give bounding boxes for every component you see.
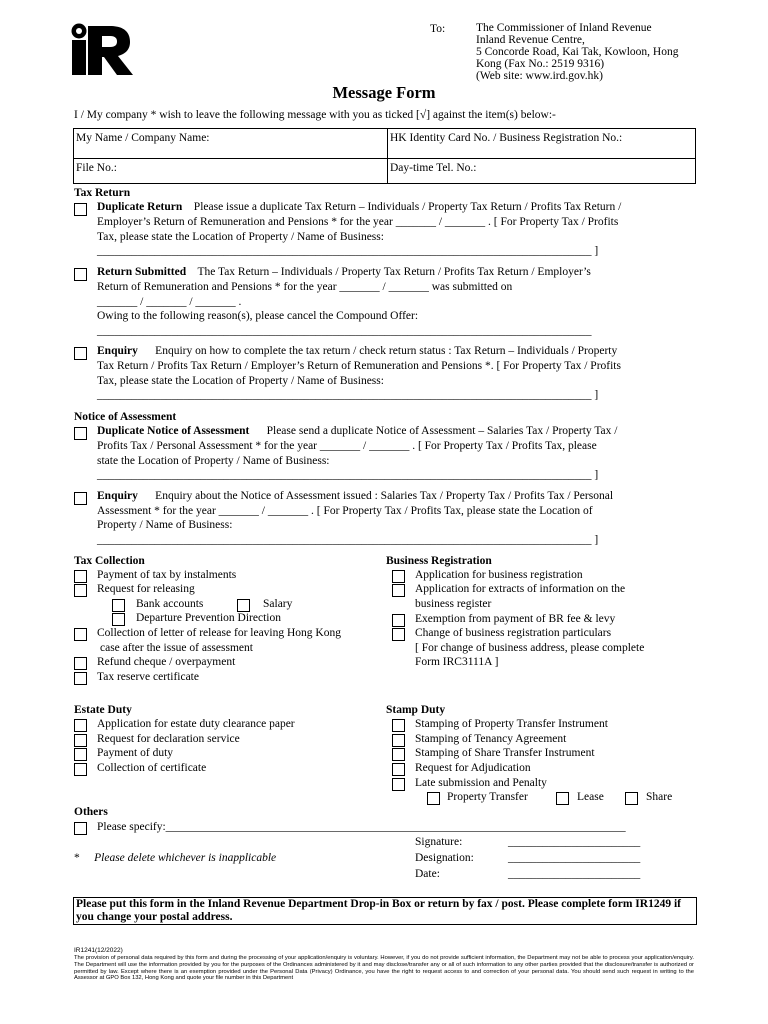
- option-label: Stamping of Tenancy Agreement: [415, 733, 567, 745]
- option-label: Collection of letter of release for leaving Hong Kong: [97, 627, 341, 639]
- tax-return-enquiry-checkbox[interactable]: [74, 347, 87, 360]
- option-label: Bank accounts: [136, 598, 204, 610]
- text-line: Please send a duplicate Notice of Assessment – Salaries Tax / Property Tax /: [266, 425, 618, 437]
- text-line: Enquiry about the Notice of Assessment issued : Salaries Tax / Property Tax / Profits Tax / Personal: [155, 490, 614, 502]
- applicant-info-table: [73, 128, 696, 184]
- text-line: Tax, please state the Location of Property / Name of Business:: [97, 231, 384, 243]
- others-heading: Others: [74, 806, 108, 818]
- address-line: 5 Concorde Road, Kai Tak, Kowloon, Hong: [476, 46, 679, 58]
- blank-line[interactable]: ______________________________________________________________________________________ ]: [97, 245, 599, 257]
- file-no-field[interactable]: [74, 159, 388, 184]
- form-title: Message Form: [332, 83, 436, 102]
- return-submitted-title: Return Submitted: [97, 266, 187, 278]
- designation-field[interactable]: _______________________: [508, 852, 641, 864]
- notice-of-assessment-heading: Notice of Assessment: [74, 411, 177, 423]
- option-label: Application for business registration: [415, 569, 583, 581]
- option-label: Exemption from payment of BR fee & levy: [415, 613, 616, 625]
- br-extracts-checkbox[interactable]: [392, 584, 405, 597]
- name-label: My Name / Company Name:: [76, 132, 210, 144]
- option-label: Stamping of Property Transfer Instrument: [415, 718, 608, 730]
- signature-field[interactable]: _______________________: [508, 836, 641, 848]
- option-label: Departure Prevention Direction: [136, 612, 281, 624]
- address-line: Kong (Fax No.: 2519 9316): [476, 58, 605, 70]
- assessment-enquiry-checkbox[interactable]: [74, 492, 87, 505]
- option-label: [ For change of business address, please complete: [415, 642, 645, 654]
- address-line: The Commissioner of Inland Revenue: [476, 22, 652, 34]
- option-label: Request for Adjudication: [415, 762, 531, 774]
- option-label: Property Transfer: [447, 791, 528, 803]
- property-transfer-instrument-checkbox[interactable]: [392, 719, 405, 732]
- option-label: Application for extracts of information on the: [415, 583, 626, 595]
- tax-reserve-checkbox[interactable]: [74, 672, 87, 685]
- br-application-checkbox[interactable]: [392, 570, 405, 583]
- submission-notice: Please put this form in the Inland Revenue Department Drop-in Box or return by fax / post. Please complete form IR1249 if you change your postal address.: [73, 897, 697, 925]
- duplicate-notice-title: Duplicate Notice of Assessment: [97, 425, 250, 437]
- refund-cheque-checkbox[interactable]: [74, 657, 87, 670]
- others-checkbox[interactable]: [74, 822, 87, 835]
- return-submitted-checkbox[interactable]: [74, 268, 87, 281]
- to-label: To:: [430, 23, 446, 35]
- option-label: Application for estate duty clearance paper: [97, 718, 295, 730]
- name-field[interactable]: [74, 129, 388, 159]
- text-line: Tax, please state the Location of Property / Name of Business:: [97, 375, 384, 387]
- letter-of-release-checkbox[interactable]: [74, 628, 87, 641]
- option-label: Lease: [577, 791, 604, 803]
- share-checkbox[interactable]: [625, 792, 638, 805]
- recipient-address: [476, 22, 746, 82]
- footnote-star: *: [74, 852, 80, 864]
- form-code: IR1241(12/2022): [74, 947, 123, 954]
- instalments-checkbox[interactable]: [74, 570, 87, 583]
- bank-accounts-checkbox[interactable]: [112, 599, 125, 612]
- option-label: Collection of certificate: [97, 762, 207, 774]
- option-label: Salary: [263, 598, 293, 610]
- adjudication-checkbox[interactable]: [392, 763, 405, 776]
- text-line: Return of Remuneration and Pensions * for the year _______ / _______ was submitted on: [97, 281, 513, 293]
- intro-text: I / My company * wish to leave the following message with you as ticked [√] against the item(s) below:-: [74, 109, 556, 121]
- option-label: business register: [415, 598, 492, 610]
- blank-line[interactable]: ______________________________________________________________________________________: [97, 325, 592, 337]
- address-line: Inland Revenue Centre,: [476, 34, 585, 46]
- lease-checkbox[interactable]: [556, 792, 569, 805]
- stamp-duty-heading: Stamp Duty: [386, 704, 446, 716]
- option-label: Request for releasing: [97, 583, 195, 595]
- option-label: Change of business registration particulars: [415, 627, 612, 639]
- option-label: Refund cheque / overpayment: [97, 656, 236, 668]
- departure-prevention-checkbox[interactable]: [112, 613, 125, 626]
- tel-field[interactable]: [388, 159, 696, 184]
- tel-label: Day-time Tel. No.:: [390, 162, 477, 174]
- id-label: HK Identity Card No. / Business Registration No.:: [390, 132, 623, 144]
- option-label: Stamping of Share Transfer Instrument: [415, 747, 595, 759]
- text-line: Property / Name of Business:: [97, 519, 233, 531]
- text-line: Enquiry on how to complete the tax return / check return status : Tax Return – Individuals / Property: [155, 345, 618, 357]
- date-field[interactable]: _______________________: [508, 868, 641, 880]
- duplicate-notice-checkbox[interactable]: [74, 427, 87, 440]
- business-registration-heading: Business Registration: [386, 555, 492, 567]
- br-change-checkbox[interactable]: [392, 628, 405, 641]
- text-line: state the Location of Property / Name of Business:: [97, 455, 330, 467]
- blank-line[interactable]: ______________________________________________________________________________________ ]: [97, 469, 599, 481]
- option-label: Form IRC3111A ]: [415, 656, 499, 668]
- option-label: Share: [646, 791, 673, 803]
- privacy-statement: The provision of personal data required by this form and during the processing of your application/enquiry is voluntary. However, if you do not provide sufficient information, the Department may not be able to process your application/enquiry. The Department will use the information provided by you for the purposes of the Ordinances administered by it and may disclose/transfer any or all of such information to any other parties provided that the disclosure/transfer is authorized or permitted by law. Except where there is an exemption provided under the Personal Data (Privacy) Ordinance, you have the right to request access to and correction of your personal data. You should send such request in writing to the Assessor at GPO Box 132, Hong Kong and quote your file number in this Department: [74, 955, 694, 982]
- declaration-service-checkbox[interactable]: [74, 734, 87, 747]
- text-line: Tax Return / Profits Tax Return / Employer’s Return of Remuneration and Pensions *. [ For Property Tax / Profits: [97, 360, 621, 372]
- designation-label: Designation:: [415, 852, 474, 864]
- tax-collection-heading: Tax Collection: [74, 555, 145, 567]
- tenancy-agreement-checkbox[interactable]: [392, 734, 405, 747]
- signature-label: Signature:: [415, 836, 463, 848]
- file-no-label: File No.:: [76, 162, 117, 174]
- estate-clearance-checkbox[interactable]: [74, 719, 87, 732]
- enquiry-title: Enquiry: [97, 490, 138, 502]
- enquiry-title: Enquiry: [97, 345, 138, 357]
- blank-line[interactable]: ______________________________________________________________________________________ ]: [97, 389, 599, 401]
- br-exemption-checkbox[interactable]: [392, 614, 405, 627]
- option-label: Tax reserve certificate: [97, 671, 199, 683]
- id-field[interactable]: [388, 129, 696, 159]
- text-line: Please issue a duplicate Tax Return – Individuals / Property Tax Return / Profits Tax Return /: [193, 201, 622, 213]
- late-submission-checkbox[interactable]: [392, 778, 405, 791]
- estate-duty-heading: Estate Duty: [74, 704, 132, 716]
- text-line: Assessment * for the year _______ / _______ . [ For Property Tax / Profits Tax, please state the Location of: [97, 505, 593, 517]
- property-transfer-checkbox[interactable]: [427, 792, 440, 805]
- text-line: The Tax Return – Individuals / Property Tax Return / Profits Tax Return / Employer’s: [197, 266, 591, 278]
- collection-certificate-checkbox[interactable]: [74, 763, 87, 776]
- text-line: Owing to the following reason(s), please cancel the Compound Offer:: [97, 310, 419, 322]
- payment-of-duty-checkbox[interactable]: [74, 748, 87, 761]
- text-line: Employer’s Return of Remuneration and Pensions * for the year _______ / _______ . [ For Property Tax / Profits: [97, 216, 619, 228]
- address-line: (Web site: www.ird.gov.hk): [476, 70, 603, 82]
- text-line: Profits Tax / Personal Assessment * for the year _______ / _______ . [ For Property Tax / Profits Tax, please: [97, 440, 597, 452]
- option-label: Payment of tax by instalments: [97, 569, 237, 581]
- request-releasing-checkbox[interactable]: [74, 584, 87, 597]
- ird-logo: [70, 22, 134, 76]
- date-label: Date:: [415, 868, 440, 880]
- duplicate-return-checkbox[interactable]: [74, 203, 87, 216]
- tax-return-heading: Tax Return: [74, 187, 131, 199]
- date-line[interactable]: _______ / _______ / _______ .: [97, 296, 242, 308]
- share-transfer-checkbox[interactable]: [392, 748, 405, 761]
- option-label: Request for declaration service: [97, 733, 240, 745]
- option-label: Late submission and Penalty: [415, 777, 547, 789]
- duplicate-return-title: Duplicate Return: [97, 201, 183, 213]
- specify-field[interactable]: Please specify:________________________________________________________________________________: [97, 821, 626, 833]
- blank-line[interactable]: ______________________________________________________________________________________ ]: [97, 534, 599, 546]
- footnote-text: Please delete whichever is inapplicable: [94, 852, 277, 864]
- option-label: Payment of duty: [97, 747, 174, 759]
- option-label: case after the issue of assessment: [100, 642, 253, 654]
